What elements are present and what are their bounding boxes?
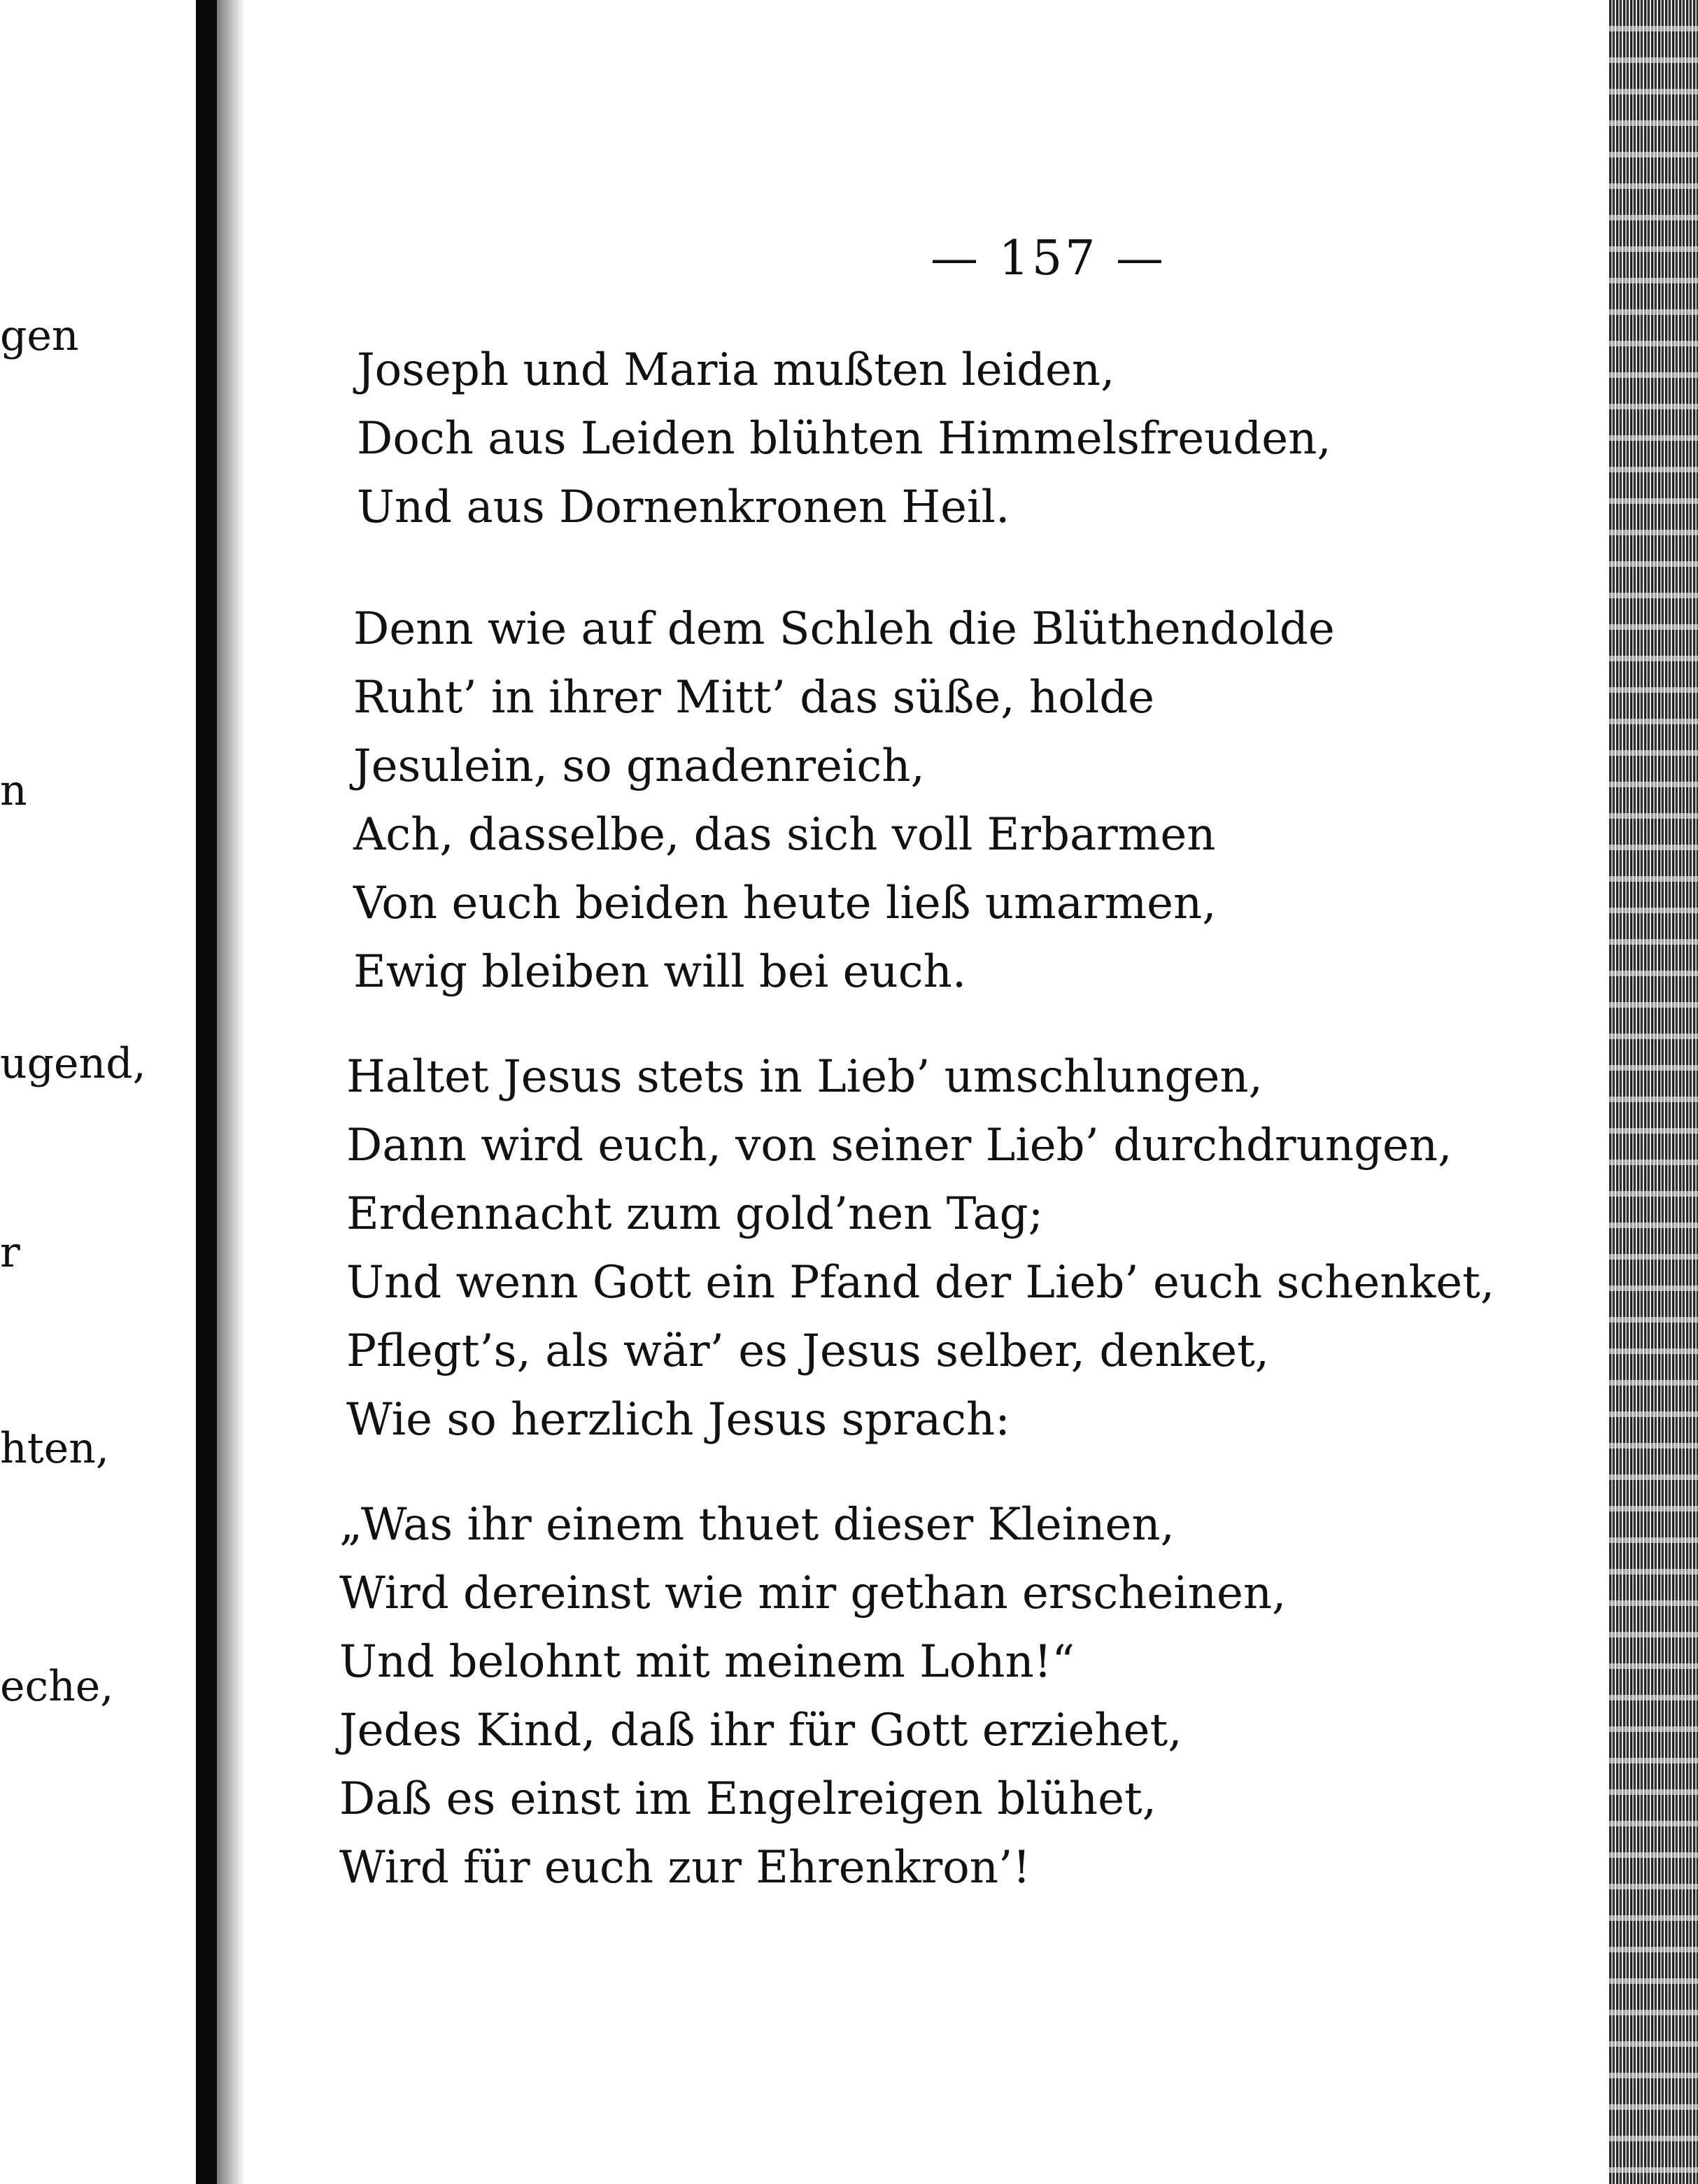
stanza-3 [346,1043,1495,1454]
page-block-edges [1609,0,1698,2184]
verse-line: Von euch beiden heute ließ umarmen, [353,878,1217,929]
verse-line: Haltet Jesus stets in Lieb’ umschlungen, [346,1051,1263,1103]
left-page-fragment: r [0,1228,20,1277]
verse-line: Wird für euch zur Ehrenkron’! [339,1842,1031,1894]
stanza-4 [339,1491,1389,1902]
verse-line: Und belohnt mit meinem Lohn!“ [339,1636,1075,1688]
verse-line: „Was ihr einem thuet dieser Kleinen, [339,1499,1175,1551]
verse-line: Joseph und Maria mußten leiden, [357,344,1115,396]
page-number: — 157 — [931,231,1167,286]
verse-line: Jesulein, so gnadenreich, [353,740,925,792]
left-page-fragment: n [0,766,27,815]
verse-line: Dann wird euch, von seiner Lieb’ durchdrungen, [346,1120,1452,1171]
verse-line: Wird dereinst wie mir gethan erscheinen, [339,1567,1287,1619]
verse-line: Pflegt’s, als wär’ es Jesus selber, denket, [346,1325,1270,1377]
verse-line: Erdennacht zum gold’nen Tag; [346,1188,1044,1240]
verse-line: Denn wie auf dem Schleh die Blüthendolde [353,603,1335,655]
left-page-fragment: gen [0,311,79,360]
left-page-fragment: hten, [0,1424,109,1473]
stanza-2 [353,595,1403,1006]
left-page-fragment: ugend, [0,1039,146,1088]
verse-line: Wie so herzlich Jesus sprach: [346,1394,1010,1446]
verse-line: Ruht’ in ihrer Mitt’ das süße, holde [353,672,1155,724]
verse-line: Jedes Kind, daß ihr für Gott erziehet, [339,1705,1182,1756]
verse-line: Ewig bleiben will bei euch. [353,946,967,998]
verse-line: Ach, dasselbe, das sich voll Erbarmen [353,809,1216,861]
gutter-shadow [217,0,245,2184]
stanza-1 [357,336,1406,542]
verse-line: Daß es einst im Engelreigen blühet, [339,1773,1156,1825]
left-page-fragment: eche, [0,1662,114,1711]
verse-line: Doch aus Leiden blühten Himmelsfreuden, [357,413,1331,465]
verse-line: Und aus Dornenkronen Heil. [357,481,1010,533]
verse-line: Und wenn Gott ein Pfand der Lieb’ euch schenket, [346,1257,1495,1309]
book-gutter [196,0,217,2184]
right-page [245,0,1616,2184]
